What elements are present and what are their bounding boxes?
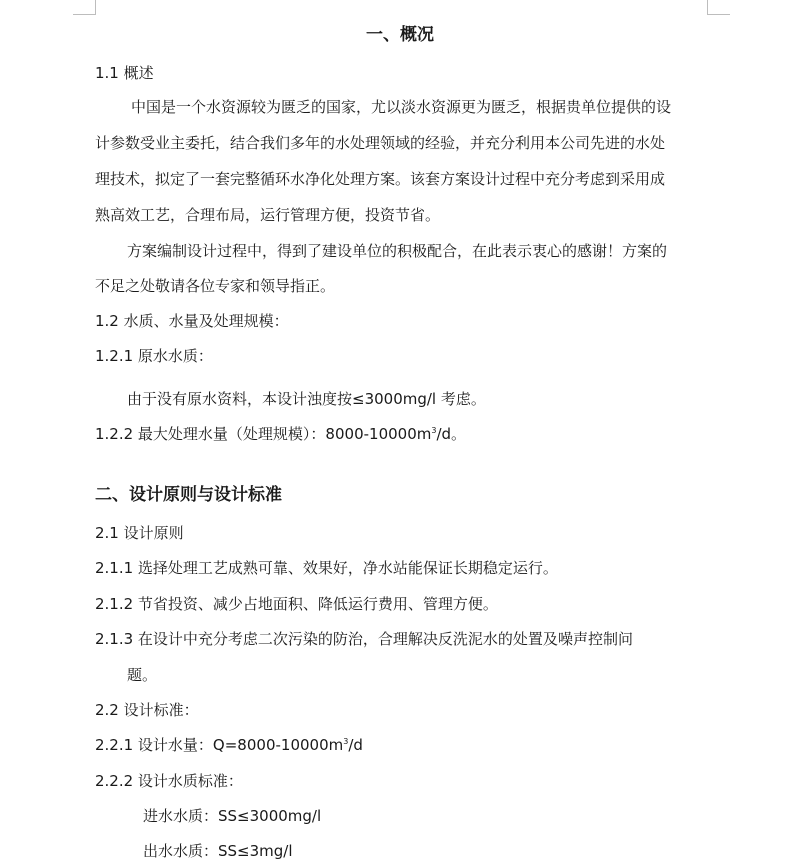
- design-flow-unit: /d: [348, 736, 363, 754]
- section-1-1-title: 1.1 概述: [95, 64, 154, 82]
- section-1-2-1-title: 1.2.1 原水水质：: [95, 347, 213, 365]
- section-2-1-3-line-1: 2.1.3 在设计中充分考虑二次污染的防治，合理解决反洗泥水的处置及噪声控制问: [95, 630, 633, 648]
- section-2-2-1-design-flow: [95, 735, 363, 755]
- max-capacity-unit: /d。: [436, 425, 467, 443]
- section-2-2-title: 2.2 设计标准：: [95, 701, 199, 719]
- crop-mark-top-left: [73, 0, 96, 15]
- inflow-quality-text: 进水水质：SS≤3000mg/l: [143, 807, 322, 825]
- section-2-2-2-title: 2.2.2 设计水质标准：: [95, 772, 243, 790]
- heading-design-principles-standards: 二、设计原则与设计标准: [95, 485, 282, 505]
- heading-overview: 一、概况: [366, 25, 434, 45]
- design-flow-text: 2.2.1 设计水量：Q=8000-10000m: [95, 736, 344, 754]
- paragraph-1-line-2: 计参数受业主委托，结合我们多年的水处理领域的经验，并充分利用本公司先进的水处: [95, 134, 666, 152]
- section-1-2-title: 1.2 水质、水量及处理规模：: [95, 312, 289, 330]
- paragraph-1-line-1: 中国是一个水资源较为匮乏的国家，尤以淡水资源更为匮乏，根据贵单位提供的设: [131, 98, 672, 116]
- max-capacity-text: 1.2.2 最大处理水量（处理规模）：8000-10000m: [95, 425, 432, 443]
- section-2-1-1-text: 2.1.1 选择处理工艺成熟可靠、效果好，净水站能保证长期稳定运行。: [95, 559, 558, 577]
- section-2-1-2-text: 2.1.2 节省投资、减少占地面积、降低运行费用、管理方便。: [95, 595, 498, 613]
- paragraph-1-line-4: 熟高效工艺，合理布局，运行管理方便，投资节省。: [95, 206, 441, 224]
- max-capacity-superscript: 3: [431, 426, 437, 435]
- section-1-2-2-max-capacity: [95, 424, 466, 444]
- raw-water-quality-text: 由于没有原水资料，本设计浊度按≤3000mg/l 考虑。: [127, 390, 486, 408]
- paragraph-2-line-1: 方案编制设计过程中，得到了建设单位的积极配合，在此表示衷心的感谢！方案的: [127, 242, 668, 260]
- paragraph-1-line-3: 理技术，拟定了一套完整循环水净化处理方案。该套方案设计过程中充分考虑到采用成: [95, 170, 666, 188]
- paragraph-2-line-2: 不足之处敬请各位专家和领导指正。: [95, 277, 336, 295]
- section-2-1-title: 2.1 设计原则: [95, 524, 184, 542]
- design-flow-superscript: 3: [343, 737, 349, 746]
- outflow-quality-text: 出水水质：SS≤3mg/l: [143, 842, 293, 860]
- crop-mark-top-right: [707, 0, 730, 15]
- section-2-1-3-line-2: 题。: [127, 666, 158, 684]
